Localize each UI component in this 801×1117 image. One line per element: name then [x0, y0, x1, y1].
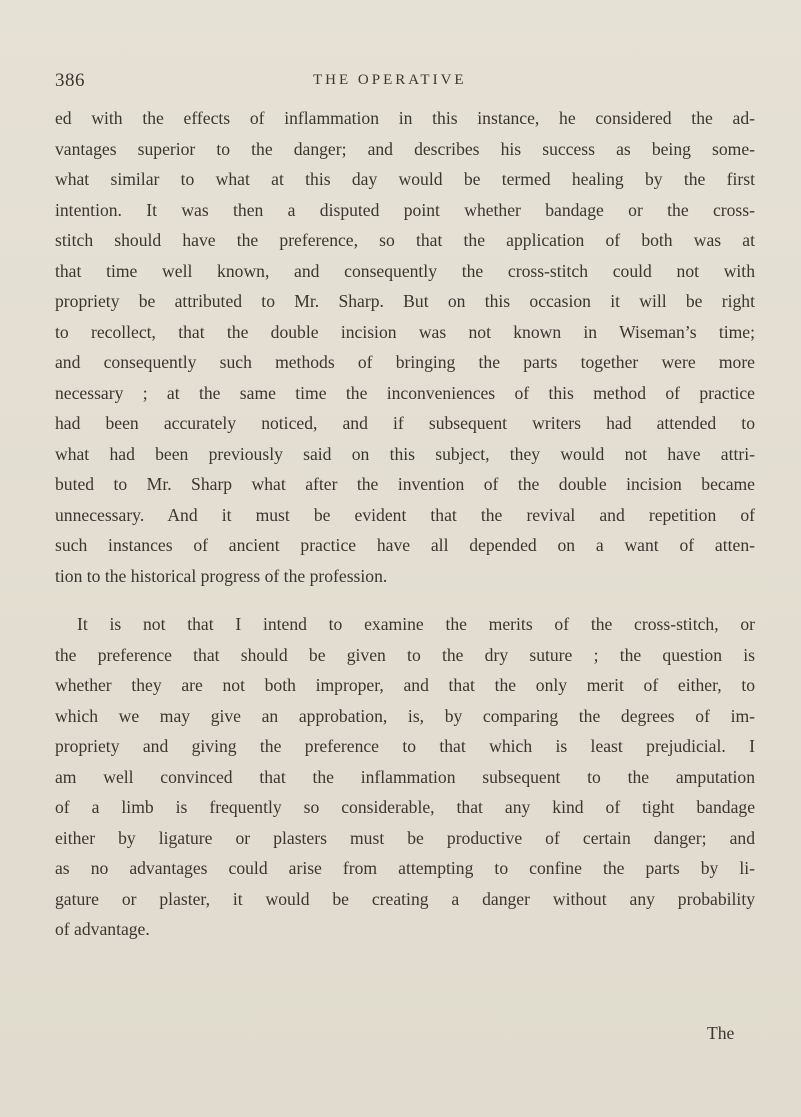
text-line: tion to the historical progress of the profession.: [55, 565, 388, 586]
running-head: THE OPERATIVE: [313, 72, 467, 88]
text-line: am well convinced that the inflammation subsequent to the amputation: [55, 766, 755, 787]
text-line: of a limb is frequently so considerable, that any kind of tight bandage: [55, 797, 755, 817]
body-text: [55, 103, 755, 945]
text-line: which we may give an approbation, is, by comparing the degrees of im-: [55, 705, 755, 726]
text-line: such instances of ancient practice have all depended on a want of atten-: [55, 535, 755, 555]
catchword: The: [707, 1023, 735, 1043]
text-line: intention. It was then a disputed point whether bandage or the cross-: [55, 199, 755, 220]
text-line: to recollect, that the double incision was not known in Wiseman’s time;: [55, 321, 755, 342]
text-line: stitch should have the preference, so that the application of both was at: [55, 230, 755, 250]
text-line: what similar to what at this day would be termed healing by the first: [55, 169, 755, 189]
text-line: ed with the effects of inflammation in this instance, he considered the ad-: [55, 108, 755, 128]
paragraph-1: [55, 103, 755, 591]
text-line: of advantage.: [55, 919, 150, 939]
page-number: 386: [55, 70, 85, 91]
text-line: had been accurately noticed, and if subsequent writers had attended to: [55, 413, 755, 433]
text-line: unnecessary. And it must be evident that the revival and repetition of: [55, 504, 755, 525]
text-line: either by ligature or plasters must be productive of certain danger; and: [55, 827, 755, 848]
text-line: necessary ; at the same time the inconveniences of this method of practice: [55, 382, 755, 403]
text-line: that time well known, and consequently the cross-stitch could not with: [55, 260, 755, 281]
text-line: as no advantages could arise from attempting to confine the parts by li-: [55, 858, 755, 878]
text-line: vantages superior to the danger; and describes his success as being some-: [55, 138, 755, 159]
text-line: buted to Mr. Sharp what after the invention of the double incision became: [55, 474, 755, 494]
text-line: It is not that I intend to examine the merits of the cross-stitch, or: [77, 614, 755, 634]
text-line: the preference that should be given to the dry suture ; the question is: [55, 644, 755, 665]
text-line: and consequently such methods of bringing the parts together were more: [55, 352, 755, 372]
text-line: propriety and giving the preference to that which is least prejudicial. I: [55, 736, 755, 756]
paragraph-2: [55, 609, 755, 945]
paragraph-spacer: [55, 591, 755, 609]
page-header: [55, 70, 755, 94]
text-line: whether they are not both improper, and that the only merit of either, to: [55, 675, 755, 695]
text-line: propriety be attributed to Mr. Sharp. But on this occasion it will be right: [55, 291, 755, 311]
text-line: gature or plaster, it would be creating a danger without any probability: [55, 888, 755, 909]
text-line: what had been previously said on this subject, they would not have attri-: [55, 443, 755, 464]
